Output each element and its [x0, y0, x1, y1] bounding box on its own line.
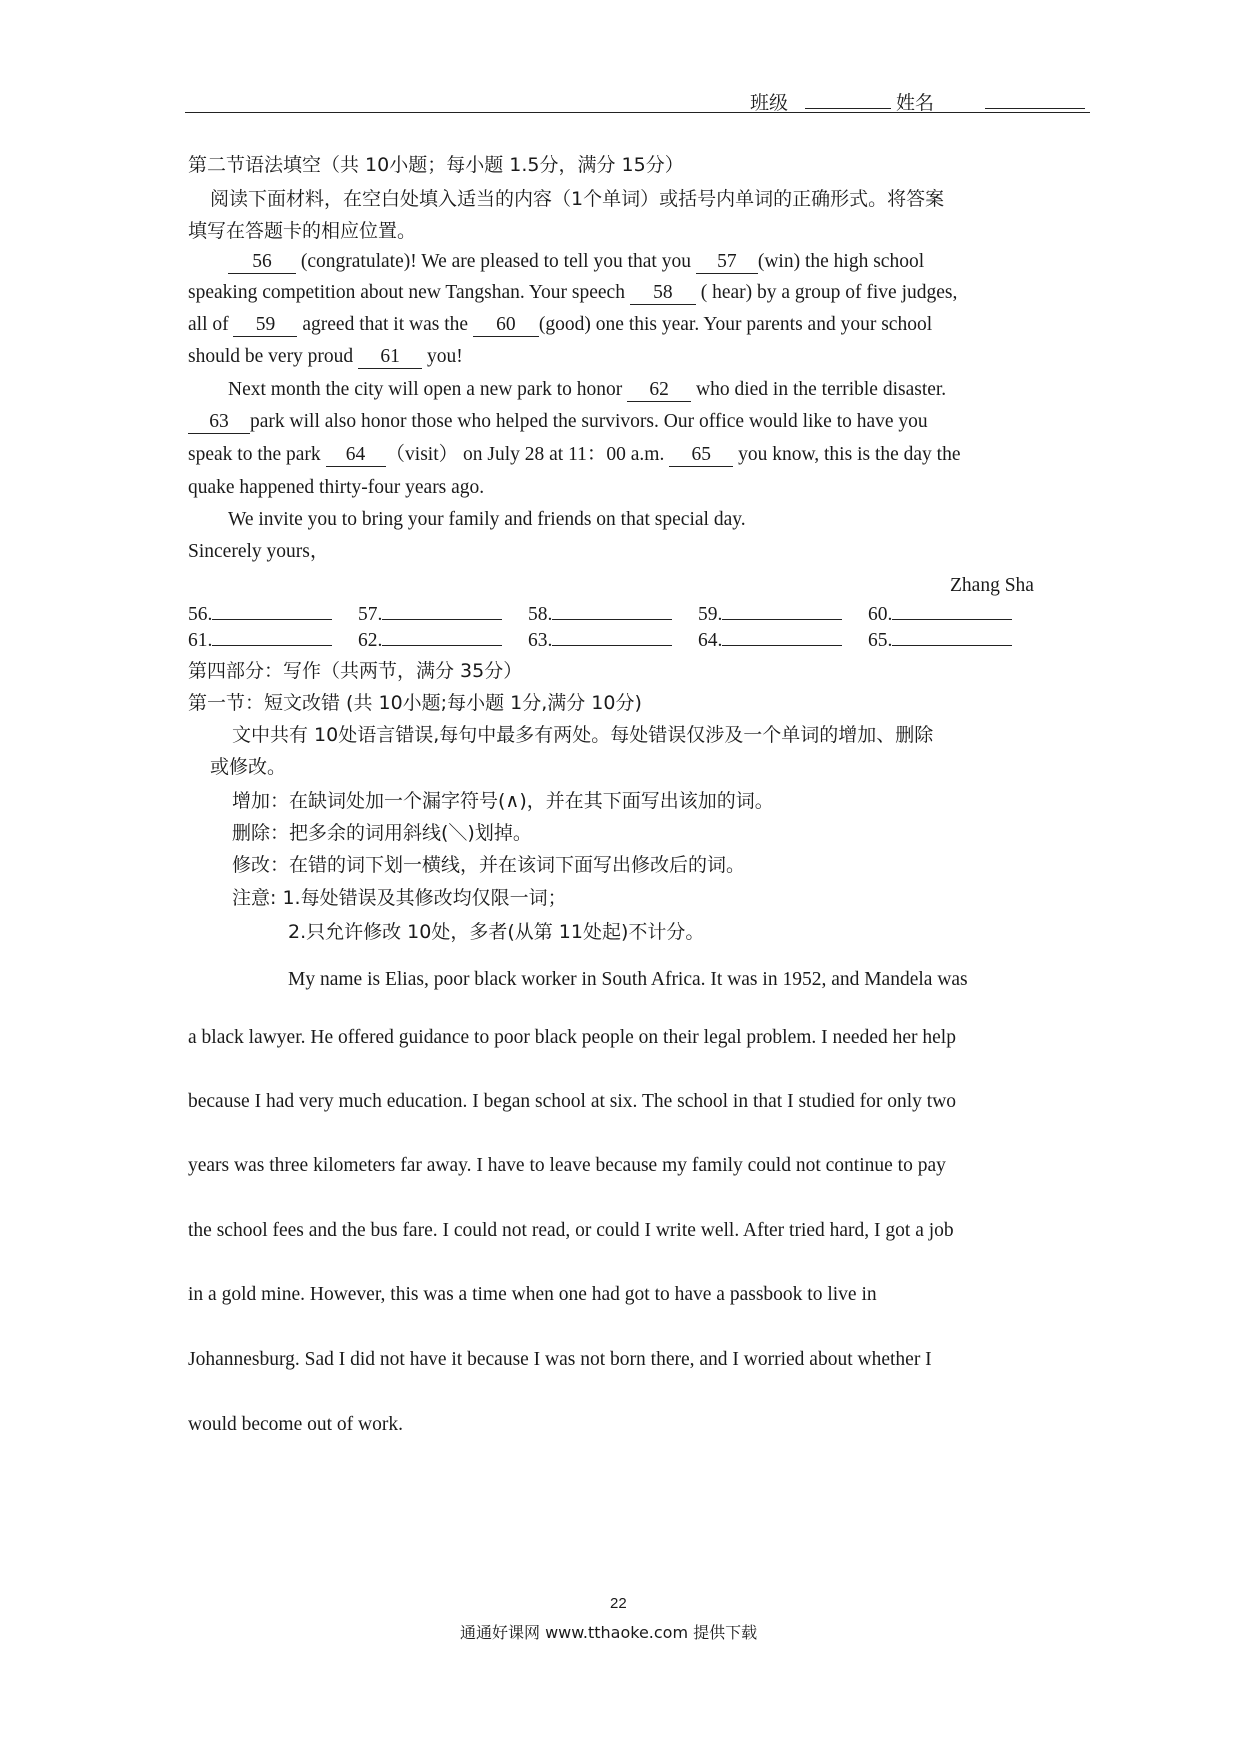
p1-text-4b: you! [426, 346, 463, 367]
passage-line: in a gold mine. However, this was a time when one had got to have a passbook to live in [188, 1284, 877, 1305]
signature: Zhang Sha [950, 575, 1034, 596]
gap-56[interactable]: 56 [228, 251, 296, 274]
answer-number: 60. [868, 604, 893, 625]
answer-slot[interactable] [698, 628, 868, 652]
p1-text-3b: agreed that it was the [302, 314, 469, 335]
name-label: 姓名 [896, 92, 935, 114]
answer-slot[interactable] [358, 602, 528, 626]
p2-text-3c: you know, this is the day the [738, 444, 961, 465]
passage-line: My name is Elias, poor black worker in South Africa. It was in 1952, and Mandela was [288, 969, 968, 990]
gap-64[interactable]: 64 [326, 444, 386, 467]
closing: Sincerely yours， [188, 541, 330, 562]
p2-text-1b: who died in the terrible disaster. [696, 379, 947, 400]
answer-number: 56. [188, 604, 213, 625]
class-blank [805, 92, 891, 114]
rule-modify: 修改：在错的词下划一横线，并在该词下面写出修改后的词。 [232, 854, 746, 876]
part4-intro-1: 文中共有 10处语言错误,每句中最多有两处。每处错误仅涉及一个单词的增加、删除 [232, 724, 934, 746]
p2-text-3b: （visit） on July 28 at 11：00 a.m. [385, 444, 665, 465]
gap-57[interactable]: 57 [696, 251, 758, 274]
gap-62[interactable]: 62 [627, 379, 691, 402]
gap-58[interactable]: 58 [630, 282, 696, 305]
p1-line-1 [228, 250, 924, 274]
p1-text-4a: should be very proud [188, 346, 354, 367]
passage-line: the school fees and the bus fare. I could not read, or could I write well. After tried hard, I got a job [188, 1220, 954, 1241]
answer-number: 57. [358, 604, 383, 625]
p2-text-2b: park will also honor those who helped the survivors. Our office would like to have you [250, 411, 928, 432]
section2-title: 第二节语法填空（共 10小题；每小题 1.5分，满分 15分） [188, 154, 684, 176]
p1-line-4 [188, 345, 463, 369]
gap-59[interactable]: 59 [233, 314, 297, 337]
answer-slot[interactable] [188, 602, 358, 626]
p3-line: We invite you to bring your family and friends on that special day. [228, 509, 746, 530]
answer-number: 64. [698, 630, 723, 651]
gap-63[interactable]: 63 [188, 411, 250, 434]
page-number: 22 [610, 1595, 627, 1612]
p2-line-3 [188, 443, 961, 467]
rule-add: 增加：在缺词处加一个漏字符号(∧)，并在其下面写出该加的词。 [232, 790, 774, 812]
passage-line: a black lawyer. He offered guidance to poor black people on their legal problem. I needed her help [188, 1027, 956, 1048]
p1-line-2 [188, 281, 957, 305]
answer-slot[interactable] [528, 628, 698, 652]
answer-number: 58. [528, 604, 553, 625]
p1-text-3a: all of [188, 314, 229, 335]
answer-number: 61. [188, 630, 213, 651]
answer-slot[interactable] [868, 628, 1038, 652]
answer-row-2 [188, 628, 1058, 652]
footer-source: 通通好课网 www.tthaoke.com 提供下载 [460, 1623, 758, 1642]
p1-text-1a: (congratulate)! We are pleased to tell you that you [300, 251, 691, 272]
name-blank [985, 92, 1085, 114]
answer-slot[interactable] [358, 628, 528, 652]
p1-text-2b: ( hear) by a group of five judges, [700, 282, 958, 303]
p2-line-2 [188, 410, 928, 434]
passage-line: because I had very much education. I began school at six. The school in that I studied for only two [188, 1091, 957, 1112]
passage-line: would become out of work. [188, 1414, 403, 1435]
answer-number: 65. [868, 630, 893, 651]
answer-slot[interactable] [188, 628, 358, 652]
answer-number: 59. [698, 604, 723, 625]
passage-line: years was three kilometers far away. I have to leave because my family could not continue to pay [188, 1155, 946, 1176]
section2-instruction-2: 填写在答题卡的相应位置。 [188, 220, 417, 242]
header-rule [185, 112, 1090, 113]
passage-line: Johannesburg. Sad I did not have it because I was not born there, and I worried about whether I [188, 1349, 932, 1370]
answer-slot[interactable] [528, 602, 698, 626]
p2-text-1a: Next month the city will open a new park to honor [228, 379, 623, 400]
note-2: 2.只允许修改 10处，多者(从第 11处起)不计分。 [288, 921, 705, 943]
p1-line-3 [188, 313, 932, 337]
answer-slot[interactable] [698, 602, 868, 626]
section2-instruction-1: 阅读下面材料，在空白处填入适当的内容（1个单词）或括号内单词的正确形式。将答案 [210, 188, 945, 210]
part4-intro-2: 或修改。 [210, 756, 287, 778]
p2-line-1 [228, 378, 946, 402]
p1-text-3c: (good) one this year. Your parents and your school [538, 314, 933, 335]
answer-slot[interactable] [868, 602, 1038, 626]
gap-60[interactable]: 60 [473, 314, 539, 337]
class-label: 班级 [750, 92, 789, 114]
p1-text-2a: speaking competition about new Tangshan. Your speech [188, 282, 625, 303]
part4-section1-title: 第一节：短文改错 (共 10小题;每小题 1分,满分 10分) [188, 692, 642, 714]
gap-65[interactable]: 65 [669, 444, 733, 467]
p2-text-3a: speak to the park [188, 444, 321, 465]
gap-61[interactable]: 61 [358, 346, 422, 369]
answer-number: 63. [528, 630, 553, 651]
p1-text-1b: (win) the high school [757, 251, 925, 272]
answer-number: 62. [358, 630, 383, 651]
part4-title: 第四部分：写作（共两节，满分 35分） [188, 660, 523, 682]
note-1: 注意: 1.每处错误及其修改均仅限一词； [232, 887, 567, 909]
p2-line-4: quake happened thirty-four years ago. [188, 477, 485, 498]
rule-delete: 删除：把多余的词用斜线(＼)划掉。 [232, 822, 532, 844]
answer-row-1 [188, 602, 1058, 626]
